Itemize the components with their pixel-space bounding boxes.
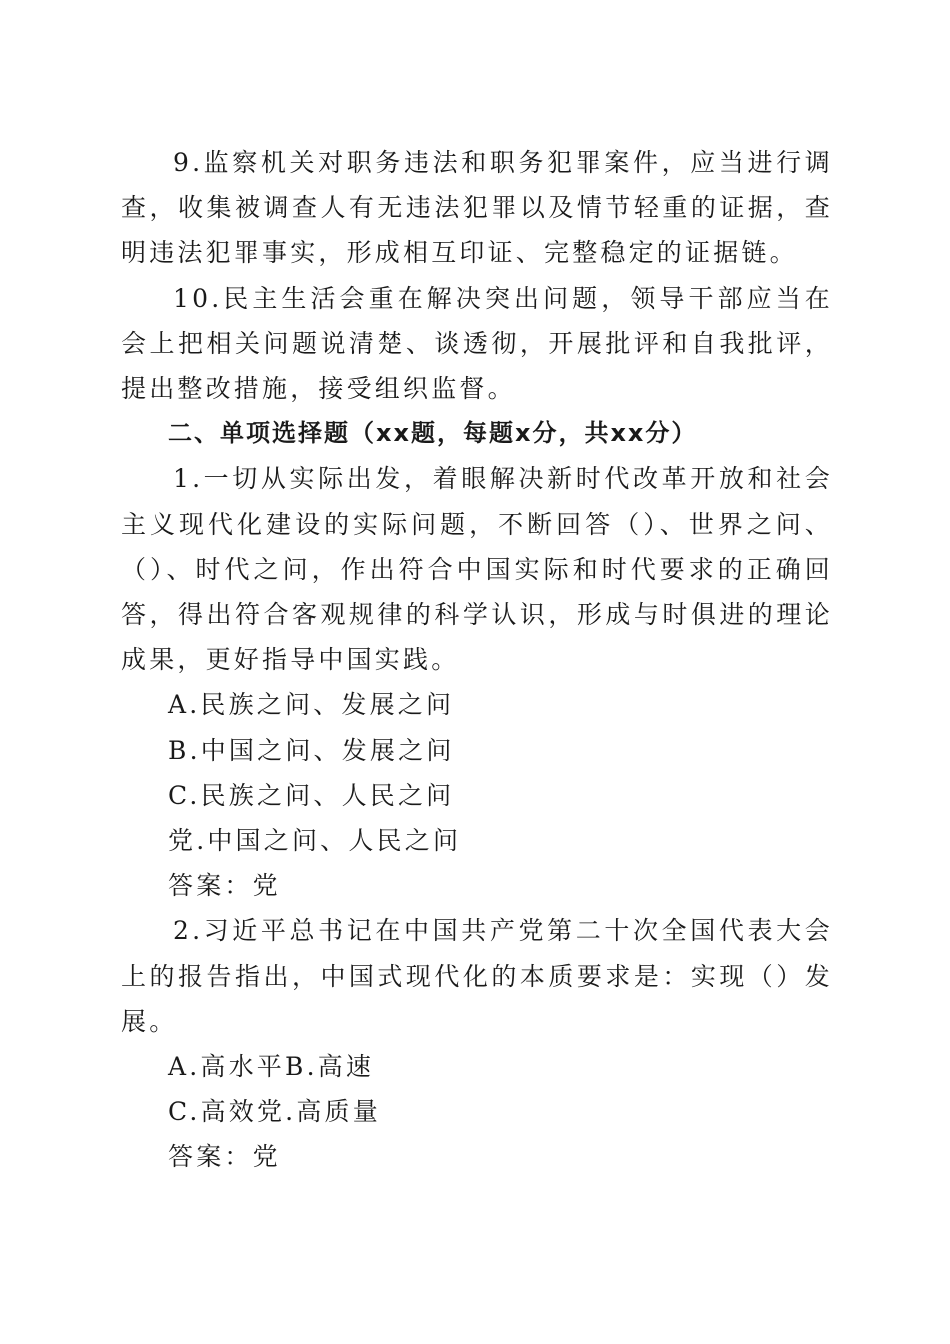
judgment-question-10: 10.民主生活会重在解决突出问题，领导干部应当在会上把相关问题说清楚、谈透彻，开展批评和自我批评，提出整改措施，接受组织监督。 — [121, 283, 833, 404]
judgment-question-9: 9.监察机关对职务违法和职务犯罪案件，应当进行调查，收集被调查人有无违法犯罪以及情节轻重的证据，查明违法犯罪事实，形成相互印证、完整稳定的证据链。 — [121, 148, 833, 268]
section-heading: 二、单项选择题（xx题，每题x分，共xx分） — [168, 419, 698, 448]
question-2-option-cd: C.高效党.高质量 — [168, 1097, 381, 1127]
question-1-stem: 1.一切从实际出发，着眼解决新时代改革开放和社会主义现代化建设的实际问题，不断回答（）、世界之问、（）、时代之问，作出符合中国实际和时代要求的正确回答，得出符合客观规律的科学认识，形成与时俱进的理论成果，更好指导中国实践。 — [121, 464, 833, 675]
question-1-option-d: 党.中国之问、人民之问 — [168, 826, 462, 856]
question-2-answer: 答案：党 — [168, 1142, 281, 1172]
question-1-answer: 答案：党 — [168, 871, 281, 901]
document-page — [121, 140, 833, 1180]
question-2-option-ab: A.高水平B.高速 — [168, 1052, 375, 1082]
question-1-option-a: A.民族之问、发展之问 — [168, 690, 455, 720]
question-2-stem: 2.习近平总书记在中国共产党第二十次全国代表大会上的报告指出，中国式现代化的本质要求是：实现（）发展。 — [121, 916, 833, 1036]
question-1-option-c: C.民族之问、人民之问 — [168, 780, 455, 810]
question-1-option-b: B.中国之问、发展之问 — [168, 735, 455, 765]
